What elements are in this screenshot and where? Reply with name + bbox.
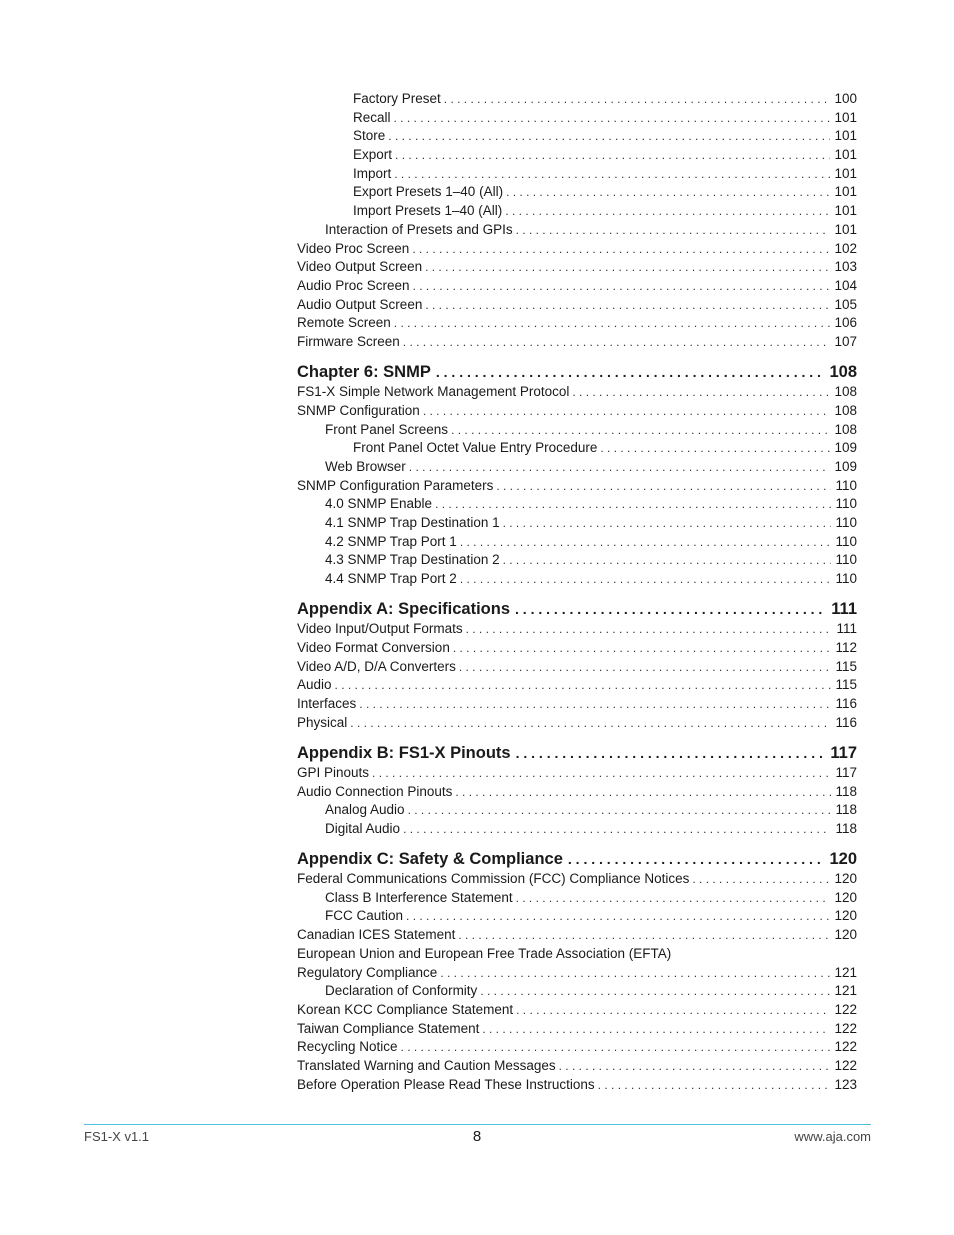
dot-leader bbox=[503, 551, 832, 570]
toc-page-number: 112 bbox=[835, 639, 857, 655]
toc-entry-title: Recall bbox=[353, 109, 391, 125]
toc-page-number: 116 bbox=[835, 714, 857, 730]
toc-entry-title: Korean KCC Compliance Statement bbox=[297, 1001, 514, 1017]
dot-leader bbox=[425, 296, 830, 315]
toc-page-number: 106 bbox=[834, 315, 857, 331]
dot-leader bbox=[516, 889, 831, 908]
toc-entry-title: Video Format Conversion bbox=[297, 639, 450, 655]
toc-entry[interactable] bbox=[297, 127, 857, 146]
toc-entry-title: Export bbox=[353, 147, 393, 163]
toc-entry-title: GPI Pinouts bbox=[297, 764, 370, 780]
toc-chapter-title: Appendix C: Safety & Compliance bbox=[297, 850, 563, 869]
toc-entry[interactable] bbox=[297, 314, 857, 333]
toc-entry[interactable] bbox=[297, 90, 857, 109]
toc-page-number: 109 bbox=[834, 458, 857, 474]
toc-entry-title: SNMP Configuration Parameters bbox=[297, 477, 494, 493]
toc-entry-title: Video Output Screen bbox=[297, 259, 423, 275]
footer-document-version: FS1-X v1.1 bbox=[84, 1129, 150, 1144]
toc-entry[interactable] bbox=[297, 783, 857, 802]
toc-entry[interactable] bbox=[297, 570, 857, 589]
toc-entry-title: Import Presets 1–40 (All) bbox=[353, 203, 503, 219]
toc-page-number: 117 bbox=[835, 764, 857, 780]
toc-entry-title: Front Panel Screens bbox=[325, 421, 449, 437]
toc-entry[interactable] bbox=[297, 165, 857, 184]
toc-page-number: 115 bbox=[835, 677, 857, 693]
toc-entry-title: 4.2 SNMP Trap Port 1 bbox=[325, 533, 457, 549]
toc-page-number: 110 bbox=[835, 496, 857, 512]
toc-page-number: 109 bbox=[834, 440, 857, 456]
toc-entry-title: Analog Audio bbox=[325, 802, 405, 818]
dot-leader bbox=[451, 421, 830, 440]
toc-entry-title: Import bbox=[353, 165, 392, 181]
toc-entry-title: Taiwan Compliance Statement bbox=[297, 1020, 480, 1036]
footer-page-number: 8 bbox=[472, 1128, 482, 1145]
dot-leader bbox=[692, 870, 830, 889]
toc-entry[interactable] bbox=[297, 926, 857, 945]
footer-divider bbox=[84, 1124, 871, 1125]
dot-leader bbox=[559, 1057, 831, 1076]
dot-leader bbox=[394, 165, 830, 184]
toc-entry-title: Recycling Notice bbox=[297, 1039, 398, 1055]
dot-leader bbox=[359, 695, 831, 714]
toc-chapter-heading[interactable] bbox=[297, 598, 857, 620]
dot-leader bbox=[482, 1020, 830, 1039]
toc-page-number: 116 bbox=[835, 695, 857, 711]
toc-entry-title: Audio Proc Screen bbox=[297, 277, 410, 293]
dot-leader bbox=[409, 458, 831, 477]
toc-entry-title: Interfaces bbox=[297, 695, 357, 711]
dot-leader bbox=[394, 314, 831, 333]
toc-page-number: 108 bbox=[834, 421, 857, 437]
toc-entry-title: Audio Output Screen bbox=[297, 296, 423, 312]
toc-entry-title: Physical bbox=[297, 714, 348, 730]
toc-entry[interactable] bbox=[297, 495, 857, 514]
toc-page-number: 122 bbox=[834, 1020, 857, 1036]
toc-entry[interactable] bbox=[297, 514, 857, 533]
toc-chapter-title: Chapter 6: SNMP bbox=[297, 363, 431, 382]
dot-leader bbox=[350, 714, 831, 733]
toc-page-number: 115 bbox=[835, 658, 857, 674]
toc-page-number: 100 bbox=[834, 91, 857, 106]
dot-leader bbox=[444, 90, 831, 109]
toc-entry[interactable] bbox=[297, 383, 857, 402]
toc-page-number: 120 bbox=[834, 927, 857, 943]
dot-leader bbox=[401, 1038, 831, 1057]
toc-entry[interactable] bbox=[297, 240, 857, 259]
toc-entry[interactable] bbox=[297, 889, 857, 908]
footer-website: www.aja.com bbox=[794, 1129, 871, 1144]
toc-chapter-heading[interactable] bbox=[297, 742, 857, 764]
dot-leader bbox=[516, 1001, 830, 1020]
toc-page-number: 122 bbox=[834, 1001, 857, 1017]
dot-leader bbox=[440, 964, 830, 983]
toc-page-number: 122 bbox=[834, 1039, 857, 1055]
toc-page-number: 101 bbox=[834, 184, 857, 200]
toc-entry[interactable] bbox=[297, 714, 857, 733]
toc-entry[interactable] bbox=[297, 676, 857, 695]
dot-leader bbox=[460, 533, 832, 552]
dot-leader bbox=[600, 439, 830, 458]
toc-entry[interactable] bbox=[297, 333, 857, 352]
dot-leader bbox=[372, 764, 831, 783]
toc-page-number: 108 bbox=[829, 363, 857, 382]
toc-entry[interactable] bbox=[297, 277, 857, 296]
dot-leader bbox=[515, 598, 823, 620]
dot-leader bbox=[436, 361, 822, 383]
dot-leader bbox=[455, 783, 831, 802]
toc-entry[interactable] bbox=[297, 258, 857, 277]
dot-leader bbox=[412, 240, 830, 259]
toc-entry-title: Video Input/Output Formats bbox=[297, 621, 463, 637]
toc-page-number: 101 bbox=[834, 109, 857, 125]
toc-page-number: 110 bbox=[835, 571, 857, 586]
dot-leader bbox=[516, 221, 831, 240]
dot-leader bbox=[413, 277, 831, 296]
toc-entry-title: 4.1 SNMP Trap Destination 1 bbox=[325, 514, 500, 530]
dot-leader bbox=[503, 514, 832, 533]
toc-page-number: 120 bbox=[834, 908, 857, 924]
toc-page-number: 120 bbox=[834, 871, 857, 887]
dot-leader bbox=[453, 639, 832, 658]
toc-page-number: 121 bbox=[834, 964, 857, 980]
toc-page-number: 101 bbox=[834, 221, 857, 237]
dot-leader bbox=[388, 127, 830, 146]
toc-page-number: 110 bbox=[835, 477, 857, 493]
toc-page-number: 110 bbox=[835, 514, 857, 530]
toc-page-number: 110 bbox=[835, 552, 857, 568]
dot-leader bbox=[403, 820, 831, 839]
toc-entry-title: Translated Warning and Caution Messages bbox=[297, 1057, 556, 1073]
toc-chapter-title: Appendix A: Specifications bbox=[297, 600, 511, 619]
dot-leader bbox=[505, 202, 830, 221]
dot-leader bbox=[435, 495, 831, 514]
toc-entry[interactable] bbox=[297, 146, 857, 165]
toc-entry-title: FCC Caution bbox=[325, 908, 404, 924]
toc-entry[interactable] bbox=[297, 202, 857, 221]
toc-entry-title: Remote Screen bbox=[297, 315, 391, 331]
toc-entry-title: FS1-X Simple Network Management Protocol bbox=[297, 384, 570, 400]
toc-entry-title: Canadian ICES Statement bbox=[297, 927, 456, 943]
toc-entry[interactable] bbox=[297, 439, 857, 458]
toc-entry[interactable] bbox=[297, 1038, 857, 1057]
dot-leader bbox=[466, 620, 833, 639]
toc-entry-title: Interaction of Presets and GPIs bbox=[325, 221, 513, 237]
toc-entry[interactable] bbox=[297, 695, 857, 714]
toc-page-number: 103 bbox=[834, 259, 857, 275]
toc-entry-title: Store bbox=[353, 128, 386, 144]
toc-entry[interactable] bbox=[297, 458, 857, 477]
toc-entry-title: Video A/D, D/A Converters bbox=[297, 658, 456, 674]
toc-page-number: 118 bbox=[835, 820, 857, 836]
toc-page-number: 111 bbox=[831, 600, 857, 619]
table-of-contents bbox=[297, 90, 857, 1094]
toc-entry[interactable] bbox=[297, 801, 857, 820]
dot-leader bbox=[572, 383, 830, 402]
dot-leader bbox=[506, 183, 830, 202]
toc-entry-title: Firmware Screen bbox=[297, 333, 400, 349]
toc-entry[interactable] bbox=[297, 421, 857, 440]
toc-entry[interactable] bbox=[297, 551, 857, 570]
toc-entry[interactable] bbox=[297, 402, 857, 421]
toc-page-number: 105 bbox=[834, 296, 857, 312]
toc-entry[interactable] bbox=[297, 982, 857, 1001]
toc-page-number: 111 bbox=[836, 621, 857, 637]
toc-page-number: 110 bbox=[835, 533, 857, 549]
toc-entry[interactable] bbox=[297, 109, 857, 128]
toc-entry[interactable] bbox=[297, 296, 857, 315]
toc-page-number: 104 bbox=[834, 277, 857, 293]
toc-entry[interactable] bbox=[297, 658, 857, 677]
dot-leader bbox=[403, 333, 831, 352]
toc-entry-title: Digital Audio bbox=[325, 820, 401, 836]
dot-leader bbox=[458, 926, 830, 945]
toc-page-number: 101 bbox=[834, 203, 857, 219]
toc-page-number: 102 bbox=[834, 240, 857, 256]
toc-entry-title: Before Operation Please Read These Instructions bbox=[297, 1076, 595, 1092]
toc-page-number: 101 bbox=[834, 165, 857, 181]
toc-entry bbox=[297, 945, 857, 964]
toc-page-number: 101 bbox=[834, 128, 857, 144]
dot-leader bbox=[406, 907, 830, 926]
toc-page-number: 120 bbox=[834, 889, 857, 905]
toc-entry[interactable] bbox=[297, 477, 857, 496]
toc-entry-title: Audio bbox=[297, 677, 332, 693]
toc-chapter-heading[interactable] bbox=[297, 848, 857, 870]
toc-entry[interactable] bbox=[297, 1001, 857, 1020]
dot-leader bbox=[394, 109, 831, 128]
toc-page-number: 118 bbox=[835, 783, 857, 799]
toc-entry[interactable] bbox=[297, 221, 857, 240]
toc-entry-title: Class B Interference Statement bbox=[325, 889, 513, 905]
toc-entry-title: Factory Preset bbox=[353, 91, 441, 106]
toc-entry-title: SNMP Configuration bbox=[297, 402, 420, 418]
dot-leader bbox=[568, 848, 822, 870]
dot-leader bbox=[598, 1076, 831, 1095]
toc-entry-title: European Union and European Free Trade Association (EFTA) bbox=[297, 945, 672, 961]
toc-entry-title: Export Presets 1–40 (All) bbox=[353, 184, 504, 200]
toc-entry-title: Declaration of Conformity bbox=[325, 983, 478, 999]
toc-entry[interactable] bbox=[297, 907, 857, 926]
toc-entry-title: 4.4 SNMP Trap Port 2 bbox=[325, 571, 457, 586]
toc-entry-title: Video Proc Screen bbox=[297, 240, 410, 256]
toc-entry[interactable] bbox=[297, 1076, 857, 1095]
toc-page-number: 108 bbox=[834, 402, 857, 418]
dot-leader bbox=[408, 801, 832, 820]
dot-leader bbox=[480, 982, 830, 1001]
dot-leader bbox=[335, 676, 832, 695]
toc-page-number: 107 bbox=[834, 333, 857, 349]
toc-entry-title: Front Panel Octet Value Entry Procedure bbox=[353, 440, 598, 456]
toc-entry-title: 4.0 SNMP Enable bbox=[325, 496, 433, 512]
dot-leader bbox=[425, 258, 830, 277]
toc-entry-title: Audio Connection Pinouts bbox=[297, 783, 453, 799]
toc-entry[interactable] bbox=[297, 639, 857, 658]
toc-entry-title: Regulatory Compliance bbox=[297, 964, 438, 980]
toc-page-number: 120 bbox=[829, 850, 857, 869]
toc-page-number: 117 bbox=[830, 743, 857, 762]
toc-entry[interactable] bbox=[297, 820, 857, 839]
toc-page-number: 118 bbox=[835, 802, 857, 818]
dot-leader bbox=[460, 570, 832, 589]
dot-leader bbox=[423, 402, 831, 421]
toc-page-number: 121 bbox=[834, 983, 857, 999]
toc-page-number: 101 bbox=[834, 147, 857, 163]
toc-entry[interactable] bbox=[297, 533, 857, 552]
toc-entry[interactable] bbox=[297, 870, 857, 889]
toc-entry[interactable] bbox=[297, 964, 857, 983]
dot-leader bbox=[496, 477, 831, 496]
toc-chapter-heading[interactable] bbox=[297, 361, 857, 383]
toc-entry-title: Federal Communications Commission (FCC) Compliance Notices bbox=[297, 871, 690, 887]
toc-chapter-title: Appendix B: FS1-X Pinouts bbox=[297, 743, 511, 762]
toc-entry-title: Web Browser bbox=[325, 458, 406, 474]
toc-page-number: 122 bbox=[834, 1057, 857, 1073]
toc-entry[interactable] bbox=[297, 183, 857, 202]
toc-page-number: 108 bbox=[834, 384, 857, 400]
dot-leader bbox=[459, 658, 832, 677]
dot-leader bbox=[516, 742, 823, 764]
dot-leader bbox=[395, 146, 830, 165]
toc-page-number: 123 bbox=[834, 1076, 857, 1092]
toc-entry[interactable] bbox=[297, 1020, 857, 1039]
toc-entry[interactable] bbox=[297, 620, 857, 639]
toc-entry-title: 4.3 SNMP Trap Destination 2 bbox=[325, 552, 500, 568]
toc-entry[interactable] bbox=[297, 1057, 857, 1076]
toc-entry[interactable] bbox=[297, 764, 857, 783]
